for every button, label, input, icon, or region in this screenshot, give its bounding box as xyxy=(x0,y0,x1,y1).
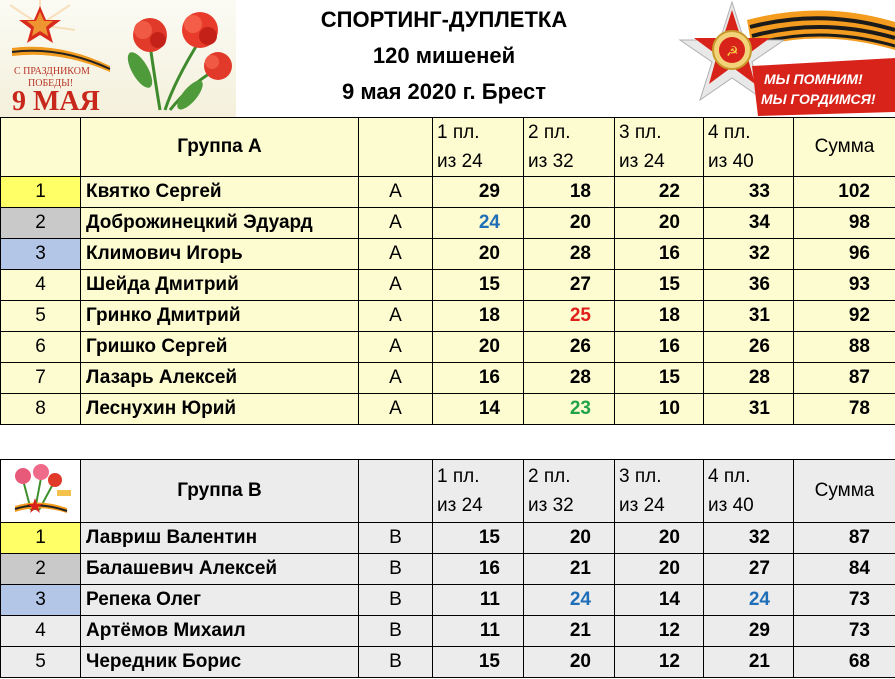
shooter-name: Артёмов Михаил xyxy=(81,616,359,647)
sum-header: Сумма xyxy=(794,118,895,177)
round-3-score: 12 xyxy=(615,647,704,678)
group-header-cell xyxy=(359,118,433,177)
total-score: 73 xyxy=(794,585,895,616)
round-3-score: 20 xyxy=(615,523,704,554)
rank-cell: 1 xyxy=(1,177,81,208)
round-2-score: 24 xyxy=(524,585,615,616)
round-4-score: 21 xyxy=(704,647,794,678)
group-cell: А xyxy=(359,208,433,239)
round-1-score: 14 xyxy=(433,394,524,425)
total-score: 84 xyxy=(794,554,895,585)
round-3-score: 18 xyxy=(615,301,704,332)
shooter-name: Гринко Дмитрий xyxy=(81,301,359,332)
shooter-name: Климович Игорь xyxy=(81,239,359,270)
round-3-score: 20 xyxy=(615,554,704,585)
round-1-score: 20 xyxy=(433,332,524,363)
svg-text:9 МАЯ: 9 МАЯ xyxy=(12,86,100,117)
round-3-header: 3 пл. из 24 xyxy=(615,118,704,177)
round-1-score: 16 xyxy=(433,554,524,585)
round-1-score: 16 xyxy=(433,363,524,394)
group-cell: В xyxy=(359,523,433,554)
shooter-name: Балашевич Алексей xyxy=(81,554,359,585)
flowers-and-st-george-ribbon-icon xyxy=(1,460,79,516)
shooter-name: Лавриш Валентин xyxy=(81,523,359,554)
round-2-score: 28 xyxy=(524,363,615,394)
total-score: 98 xyxy=(794,208,895,239)
total-score: 68 xyxy=(794,647,895,678)
table-row xyxy=(1,647,895,678)
round-1-score: 29 xyxy=(433,177,524,208)
round-2-score: 20 xyxy=(524,523,615,554)
total-score: 96 xyxy=(794,239,895,270)
round-3-score: 15 xyxy=(615,270,704,301)
svg-text:МЫ ГОРДИМСЯ!: МЫ ГОРДИМСЯ! xyxy=(761,91,876,107)
group-b-corner-cell xyxy=(1,460,81,523)
round-4-score: 32 xyxy=(704,523,794,554)
group-b-results-table xyxy=(0,459,895,678)
round-2-score: 20 xyxy=(524,647,615,678)
round-4-score: 27 xyxy=(704,554,794,585)
rank-cell: 8 xyxy=(1,394,81,425)
victory-day-carnations-banner-icon xyxy=(0,0,236,117)
round-2-score: 27 xyxy=(524,270,615,301)
rank-cell: 5 xyxy=(1,301,81,332)
group-a-results-table xyxy=(0,117,895,425)
total-score: 87 xyxy=(794,363,895,394)
shooter-name: Доброжинецкий Эдуард xyxy=(81,208,359,239)
round-4-score: 31 xyxy=(704,301,794,332)
table-row xyxy=(1,363,895,394)
group-cell: В xyxy=(359,585,433,616)
group-cell: А xyxy=(359,394,433,425)
table-row xyxy=(1,616,895,647)
group-a-header-row xyxy=(1,118,895,177)
order-of-patriotic-war-ribbon-banner-icon xyxy=(652,0,895,117)
total-score: 88 xyxy=(794,332,895,363)
shooter-name: Репека Олег xyxy=(81,585,359,616)
round-1-score: 15 xyxy=(433,270,524,301)
round-4-score: 28 xyxy=(704,363,794,394)
table-separator xyxy=(0,428,895,458)
round-3-score: 14 xyxy=(615,585,704,616)
rank-cell: 4 xyxy=(1,616,81,647)
total-score: 93 xyxy=(794,270,895,301)
total-score: 102 xyxy=(794,177,895,208)
round-4-score: 36 xyxy=(704,270,794,301)
sum-header: Сумма xyxy=(794,460,895,523)
table-row xyxy=(1,585,895,616)
round-1-score: 11 xyxy=(433,616,524,647)
round-3-score: 20 xyxy=(615,208,704,239)
round-1-header: 1 пл. из 24 xyxy=(433,118,524,177)
round-3-header: 3 пл. из 24 xyxy=(615,460,704,523)
rank-header-cell xyxy=(1,118,81,177)
shooter-name: Чередник Борис xyxy=(81,647,359,678)
rank-cell: 3 xyxy=(1,239,81,270)
group-b-header-row xyxy=(1,460,895,523)
competition-title xyxy=(236,0,652,117)
group-cell: В xyxy=(359,616,433,647)
shooter-name: Леснухин Юрий xyxy=(81,394,359,425)
group-cell: А xyxy=(359,177,433,208)
shooter-name: Гришко Сергей xyxy=(81,332,359,363)
title-targets: 120 мишеней xyxy=(372,43,516,68)
round-2-score: 23 xyxy=(524,394,615,425)
svg-text:МЫ ПОМНИМ!: МЫ ПОМНИМ! xyxy=(764,71,863,87)
round-1-score: 20 xyxy=(433,239,524,270)
round-1-score: 15 xyxy=(433,523,524,554)
group-header-cell xyxy=(359,460,433,523)
round-2-score: 25 xyxy=(524,301,615,332)
table-row xyxy=(1,332,895,363)
shooter-name: Квятко Сергей xyxy=(81,177,359,208)
round-2-score: 28 xyxy=(524,239,615,270)
total-score: 92 xyxy=(794,301,895,332)
round-4-score: 34 xyxy=(704,208,794,239)
group-cell: В xyxy=(359,554,433,585)
rank-cell: 1 xyxy=(1,523,81,554)
rank-cell: 5 xyxy=(1,647,81,678)
round-1-score: 11 xyxy=(433,585,524,616)
table-row xyxy=(1,177,895,208)
round-3-score: 10 xyxy=(615,394,704,425)
round-2-score: 26 xyxy=(524,332,615,363)
round-3-score: 16 xyxy=(615,239,704,270)
round-4-score: 33 xyxy=(704,177,794,208)
shooter-name: Шейда Дмитрий xyxy=(81,270,359,301)
title-date-place: 9 мая 2020 г. Брест xyxy=(342,79,546,104)
round-4-score: 31 xyxy=(704,394,794,425)
group-cell: А xyxy=(359,332,433,363)
rank-cell: 7 xyxy=(1,363,81,394)
round-4-score: 29 xyxy=(704,616,794,647)
group-cell: А xyxy=(359,363,433,394)
round-2-score: 20 xyxy=(524,208,615,239)
svg-text:☭: ☭ xyxy=(726,43,739,59)
we-remember-banner xyxy=(652,0,895,117)
round-1-score: 24 xyxy=(433,208,524,239)
rank-cell: 4 xyxy=(1,270,81,301)
round-4-score: 32 xyxy=(704,239,794,270)
rank-cell: 2 xyxy=(1,554,81,585)
table-row xyxy=(1,394,895,425)
rank-cell: 3 xyxy=(1,585,81,616)
table-row xyxy=(1,554,895,585)
round-4-header: 4 пл. из 40 xyxy=(704,460,794,523)
table-row xyxy=(1,523,895,554)
round-3-score: 12 xyxy=(615,616,704,647)
table-row xyxy=(1,270,895,301)
total-score: 73 xyxy=(794,616,895,647)
svg-text:ПОБЕДЫ!: ПОБЕДЫ! xyxy=(28,78,74,89)
round-2-header: 2 пл. из 32 xyxy=(524,118,615,177)
round-4-score: 26 xyxy=(704,332,794,363)
page-header xyxy=(0,0,895,117)
round-1-score: 18 xyxy=(433,301,524,332)
rank-cell: 2 xyxy=(1,208,81,239)
round-1-score: 15 xyxy=(433,647,524,678)
group-cell: В xyxy=(359,647,433,678)
table-row xyxy=(1,301,895,332)
svg-text:С ПРАЗДНИКОМ: С ПРАЗДНИКОМ xyxy=(14,66,90,77)
round-4-header: 4 пл. из 40 xyxy=(704,118,794,177)
round-3-score: 16 xyxy=(615,332,704,363)
round-3-score: 15 xyxy=(615,363,704,394)
round-4-score: 24 xyxy=(704,585,794,616)
table-row xyxy=(1,239,895,270)
round-2-score: 18 xyxy=(524,177,615,208)
table-row xyxy=(1,208,895,239)
group-cell: А xyxy=(359,239,433,270)
round-2-score: 21 xyxy=(524,554,615,585)
group-cell: А xyxy=(359,270,433,301)
shooter-name: Лазарь Алексей xyxy=(81,363,359,394)
round-2-score: 21 xyxy=(524,616,615,647)
group-b-title: Группа В xyxy=(81,460,359,523)
total-score: 78 xyxy=(794,394,895,425)
total-score: 87 xyxy=(794,523,895,554)
round-3-score: 22 xyxy=(615,177,704,208)
round-2-header: 2 пл. из 32 xyxy=(524,460,615,523)
title-event: СПОРТИНГ-ДУПЛЕТКА xyxy=(320,7,568,32)
group-cell: А xyxy=(359,301,433,332)
rank-cell: 6 xyxy=(1,332,81,363)
group-a-title: Группа А xyxy=(81,118,359,177)
victory-day-banner xyxy=(0,0,236,117)
round-1-header: 1 пл. из 24 xyxy=(433,460,524,523)
